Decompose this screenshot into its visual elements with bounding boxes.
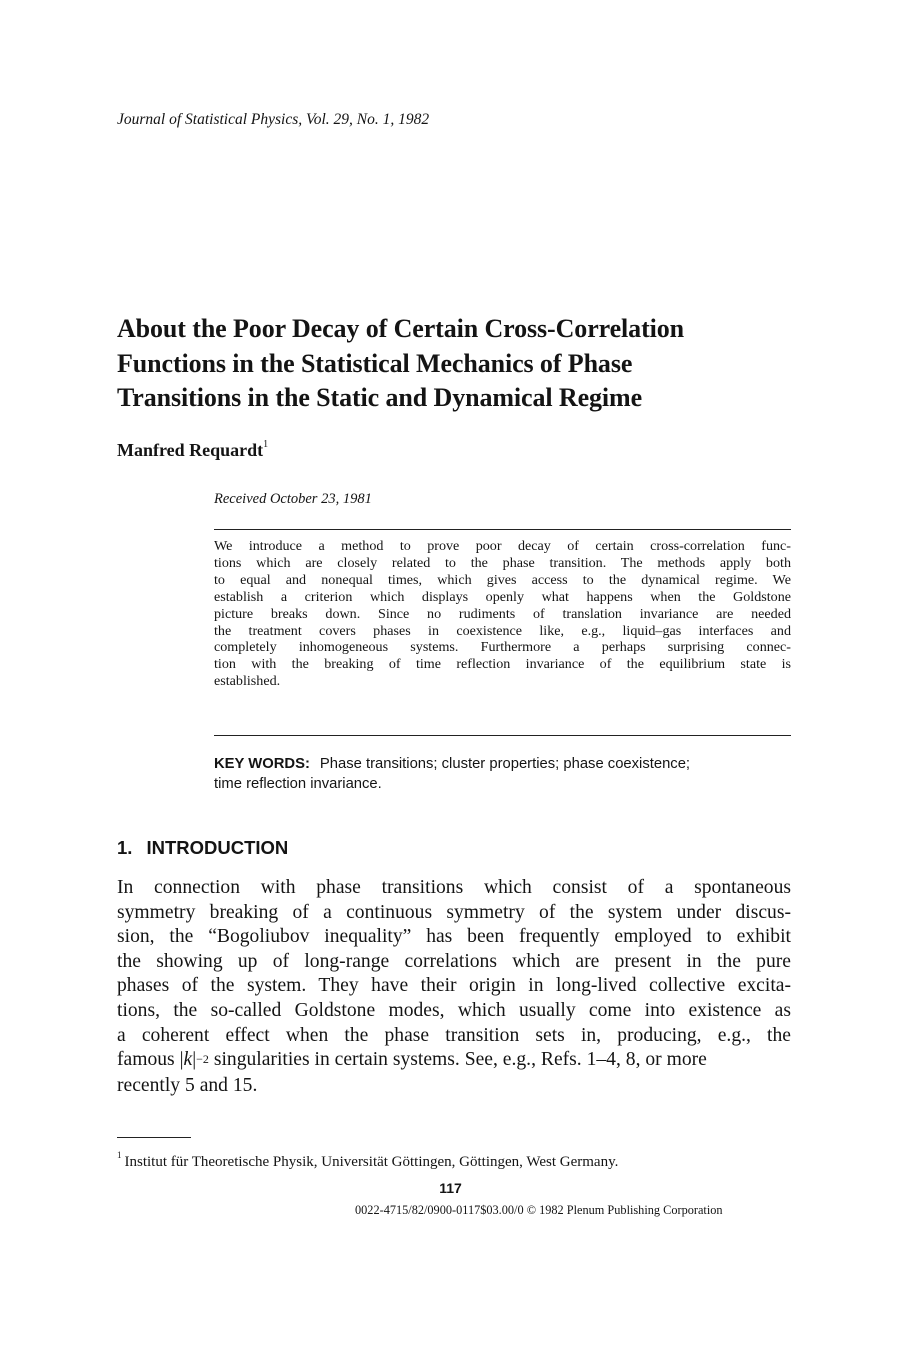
author-name: Manfred Requardt	[117, 440, 264, 460]
author	[117, 440, 268, 461]
body-line	[117, 1048, 791, 1074]
footnote	[117, 1152, 618, 1171]
body-line: In connection with phase transitions which consist of a spontaneous	[117, 877, 791, 898]
title-line: Transitions in the Static and Dynamical Regime	[117, 383, 643, 412]
body-text-fragment: |	[192, 1049, 197, 1071]
abstract-bottom-rule	[214, 735, 791, 736]
footnote-mark: 1	[117, 1150, 122, 1160]
math-variable-k: k	[183, 1049, 193, 1071]
body-line: recently 5 and 15.	[117, 1074, 258, 1096]
title-line: Functions in the Statistical Mechanics of Phase	[117, 348, 633, 378]
page-number: 117	[439, 1180, 462, 1196]
body-text-fragment: famous |	[117, 1049, 184, 1071]
article-title	[117, 312, 817, 416]
footnote-text: Institut für Theoretische Physik, Universität Göttingen, Göttingen, West Germany.	[124, 1154, 619, 1170]
abstract-line: to equal and nonequal times, which gives access to the dynamical regime. We	[214, 571, 791, 588]
body-text-fragment: singularities in certain systems. See, e.g., Refs. 1–4, 8, or more	[208, 1049, 707, 1071]
copyright-line: 0022-4715/82/0900-0117$03.00/0 © 1982 Plenum Publishing Corporation	[355, 1203, 723, 1217]
section-title: INTRODUCTION	[146, 837, 289, 858]
received-date: Received October 23, 1981	[214, 491, 372, 507]
math-exponent: −2	[196, 1052, 209, 1067]
body-line: symmetry breaking of a continuous symmetry of the system under discus-	[117, 901, 791, 923]
footnote-rule	[117, 1137, 191, 1138]
abstract-top-rule	[214, 529, 791, 530]
title-line: About the Poor Decay of Certain Cross-Correlation	[117, 314, 685, 343]
abstract-line: tion with the breaking of time reflection invariance of the equilibrium state is	[214, 656, 791, 673]
body-line: phases of the system. They have their origin in long-lived collective excita-	[117, 975, 791, 997]
body-text	[117, 876, 791, 1098]
abstract	[214, 538, 791, 690]
body-line: a coherent effect when the phase transition sets in, producing, e.g., the	[117, 1024, 791, 1046]
body-line: sion, the “Bogoliubov inequality” has been frequently employed to exhibit	[117, 926, 791, 948]
abstract-line: tions which are closely related to the phase transition. The methods apply both	[214, 554, 791, 571]
abstract-line: picture breaks down. Since no rudiments of translation invariance are needed	[214, 605, 791, 622]
abstract-line: the treatment covers phases in coexistence like, e.g., liquid–gas interfaces and	[214, 622, 791, 639]
body-line: the showing up of long-range correlations which are present in the pure	[117, 950, 791, 972]
body-line: tions, the so-called Goldstone modes, which usually come into existence as	[117, 999, 791, 1021]
keywords	[214, 754, 794, 794]
abstract-line: completely inhomogeneous systems. Furthermore a perhaps surprising connec-	[214, 639, 791, 656]
keywords-line: Phase transitions; cluster properties; phase coexistence;	[319, 756, 691, 772]
journal-citation: Journal of Statistical Physics, Vol. 29, No. 1, 1982	[117, 111, 430, 128]
abstract-line: We introduce a method to prove poor decay of certain cross-correlation func-	[214, 538, 791, 554]
abstract-line: establish a criterion which displays openly what happens when the Goldstone	[214, 588, 791, 605]
section-heading	[117, 837, 288, 859]
keywords-line: time reflection invariance.	[214, 776, 382, 792]
section-number: 1.	[117, 837, 133, 858]
abstract-line: established.	[214, 673, 281, 690]
keywords-label: KEY WORDS:	[214, 756, 310, 772]
author-footnote-mark: 1	[263, 439, 269, 450]
